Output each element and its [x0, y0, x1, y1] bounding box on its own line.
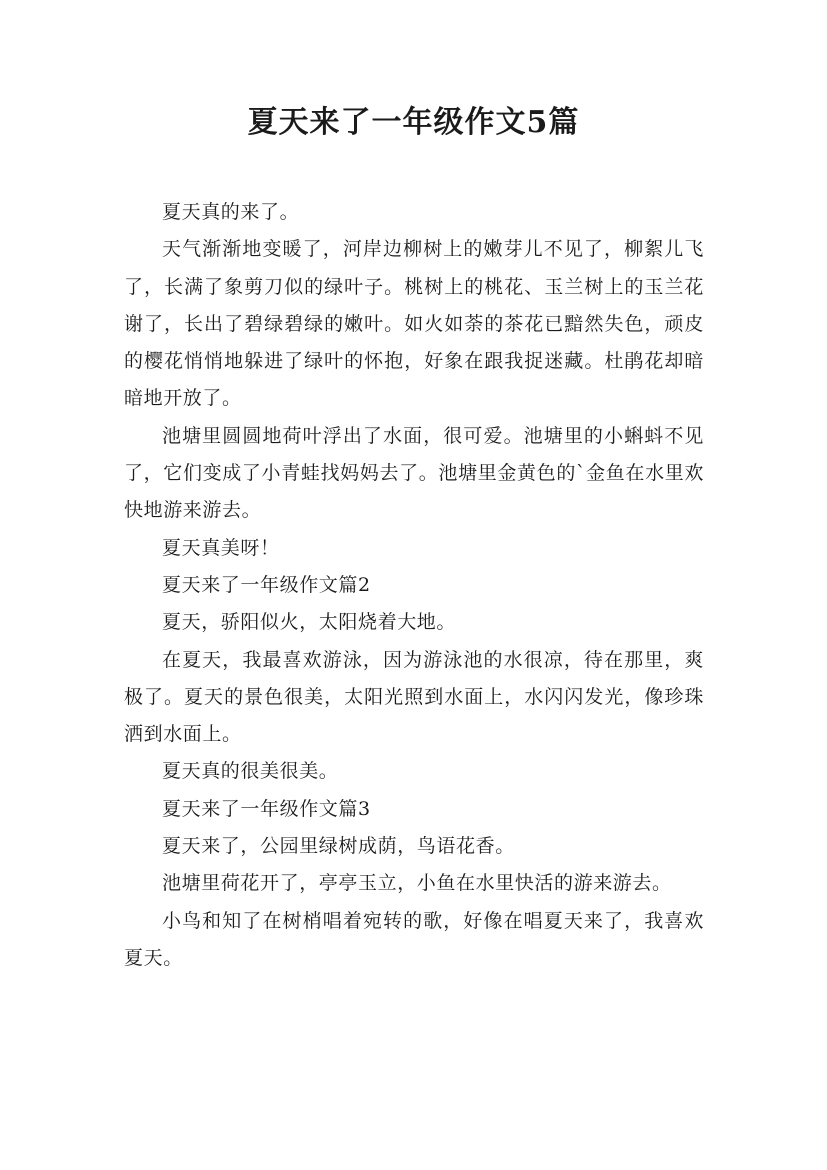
- section-heading-3: 夏天来了一年级作文篇3: [162, 797, 371, 820]
- paragraph-12: 小鸟和知了在树梢唱着宛转的歌，好像在唱夏天来了，我喜欢夏天。: [124, 909, 704, 969]
- paragraph-1: 夏天真的来了。: [162, 201, 300, 223]
- paragraph-6: 夏天，骄阳似火，太阳烧着大地。: [162, 611, 457, 634]
- section-heading-2: 夏天来了一年级作文篇2: [162, 573, 371, 596]
- paragraph-4: 夏天真美呀！: [162, 536, 280, 559]
- paragraph-8: 夏天真的很美很美。: [162, 760, 339, 783]
- paragraph-11: 池塘里荷花开了，亭亭玉立，小鱼在水里快活的游来游去。: [162, 872, 672, 895]
- paragraph-7: 在夏天，我最喜欢游泳，因为游泳池的水很凉，待在那里，爽极了。夏天的景色很美，太阳光照到水面上，水闪闪发光，像珍珠洒到水面上。: [124, 648, 704, 746]
- document-title: 夏天来了一年级作文5篇: [247, 105, 580, 140]
- paragraph-2: 天气渐渐地变暖了，河岸边柳树上的嫩芽儿不见了，柳絮儿飞了，长满了象剪刀似的绿叶子。桃树上的桃花、玉兰树上的玉兰花谢了，长出了碧绿碧绿的嫩叶。如火如荼的茶花已黯然失色，顽皮的樱花悄悄地躲进了绿叶的怀抱，好象在跟我捉迷藏。杜鹃花却暗暗地开放了。: [124, 238, 704, 410]
- document-body: [124, 194, 704, 977]
- paragraph-3: 池塘里圆圆地荷叶浮出了水面，很可爱。池塘里的小蝌蚪不见了，它们变成了小青蛙找妈妈去了。池塘里金黄色的`金鱼在水里欢快地游来游去。: [124, 424, 704, 522]
- paragraph-10: 夏天来了，公园里绿树成荫，鸟语花香。: [162, 835, 515, 858]
